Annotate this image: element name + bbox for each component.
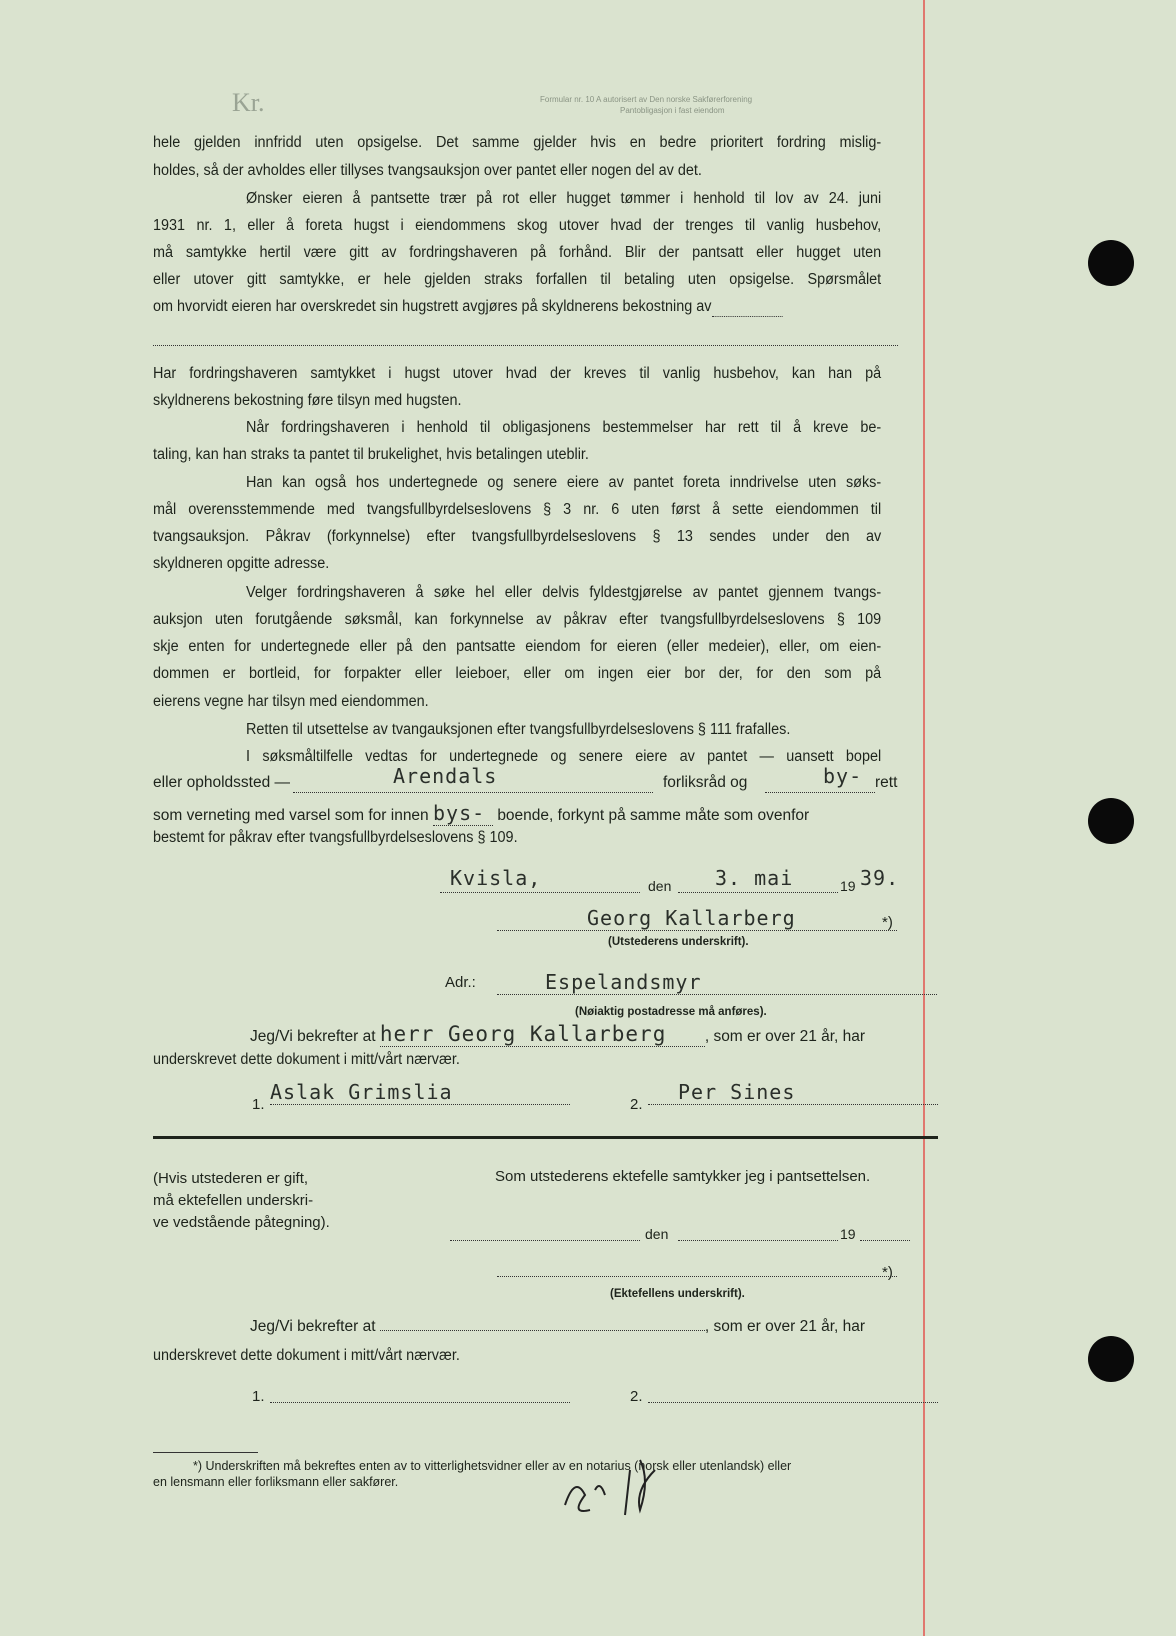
text-line: Har fordringshaveren samtykket i hugst utover hvad der kreves til vanlig husbehov, kan han på: [153, 365, 882, 382]
margin-line: [923, 0, 925, 1636]
form-note: Formular nr. 10 A autorisert av Den norske Sakførerforening Pantobligasjon i fast eiendom: [540, 95, 753, 115]
witness-2: Per Sines: [648, 1080, 938, 1105]
initials-scribble: [555, 1450, 685, 1520]
punch-hole: [1088, 798, 1134, 844]
text-line: Ønsker eieren å pantsette trær på rot eller hugget tømmer i henhold til lov av 24. juni: [246, 190, 882, 207]
text-line: skyldneren opgitte adresse.: [153, 555, 330, 572]
text-line: må samtykke hertil være gitt av fordringshaveren på forhånd. Blir der pantsatt eller hugget uten: [153, 244, 882, 261]
signature-name: Georg Kallarberg: [587, 906, 796, 930]
text-line: Retten til utsettelse av tvangauksjonen efter tvangsfullbyrdelseslovens § 111 frafalles.: [246, 721, 791, 738]
spouse-consent: Som utstederens ektefelle samtykker jeg i pantsettelsen.: [495, 1168, 871, 1185]
date-place: Kvisla,: [450, 866, 542, 890]
witness-subject: herr Georg Kallarberg: [380, 1022, 705, 1047]
punch-hole: [1088, 240, 1134, 286]
text-line: 1931 nr. 1, eller å foreta hugst i eiendommens skog utover hvad der trenges til vanlig husbehov,: [153, 217, 882, 234]
date-line: Kvisla, den 3. mai 19 39.: [440, 866, 940, 896]
text-line: om hvorvidt eieren har overskredet sin hugstrett avgjøres på skyldnerens bekostning av: [153, 297, 881, 317]
text-line: bestemt for påkrav efter tvangsfullbyrdelseslovens § 109.: [153, 829, 518, 846]
venue-by: by-: [823, 764, 863, 788]
address-caption: (Nøiaktig postadresse må anføres).: [575, 1006, 767, 1018]
blank-line: [153, 345, 898, 346]
spouse-caption: (Ektefellens underskrift).: [610, 1288, 745, 1300]
footnote: *) Underskriften må bekreftes enten av to vitterlighetsvidner eller av en notarius (norsk eller utenlandsk) eller en lensmann eller forliksmann eller sakfører.: [153, 1459, 792, 1489]
address-label: Adr.:: [445, 974, 476, 991]
text-line: hele gjelden innfridd uten opsigelse. Det samme gjelder hvis en bedre prioritert fordring mislig-: [153, 134, 882, 151]
text-line: Velger fordringshaveren å søke hel eller delvis fyldestgjørelse av pantet gjennem tvangs-: [246, 584, 882, 601]
text-line: eierens vegne har tilsyn med eiendommen.: [153, 693, 429, 710]
text-line: eller utover gitt samtykke, er hele gjelden straks forfallen til betaling uten opsigelse. Spørsmålet: [153, 271, 882, 288]
venue-line: eller opholdssted — Arendals forliksråd og by- rett: [153, 764, 898, 791]
signature-line: Georg Kallarberg *): [497, 906, 897, 931]
text-line: tvangsauksjon. Påkrav (forkynnelse) efter tvangsfullbyrdelseslovens § 13 sendes under den av: [153, 528, 882, 545]
text-line: dommen er bortleid, for forpakter eller leieboer, eller om ingen eier bor der, for den som på: [153, 665, 882, 682]
text-line: underskrevet dette dokument i mitt/vårt nærvær.: [153, 1347, 460, 1364]
footnote-rule: [153, 1452, 258, 1453]
venue-place: Arendals: [393, 764, 498, 788]
date-day: 3. mai: [715, 866, 794, 890]
text-line: mål overensstemmende med tvangsfullbyrdelseslovens § 3 nr. 6 uten først å sette eiendommen til: [153, 501, 882, 518]
text-line: holdes, så der avholdes eller tillyses tvangsauksjon over pantet eller nogen del av det.: [153, 162, 702, 179]
witness-1: Aslak Grimslia: [270, 1080, 570, 1105]
address-field: Espelandsmyr: [497, 970, 937, 995]
spouse-note: (Hvis utstederen er gift, må ektefellen underskri- ve vedstående påtegning).: [153, 1170, 330, 1231]
kr-label: Kr.: [232, 88, 265, 117]
text-line: auksjon uten forutgående søksmål, kan forkynnelse av påkrav efter tvangsfullbyrdelseslovens § 109: [153, 611, 882, 628]
text-line: I søksmåltilfelle vedtas for undertegnede og senere eiere av pantet — uansett bopel: [246, 748, 882, 765]
punch-hole: [1088, 1336, 1134, 1382]
spouse-date: den 19: [450, 1224, 940, 1246]
text-line: underskrevet dette dokument i mitt/vårt nærvær.: [153, 1051, 460, 1068]
text-line: taling, kan han straks ta pantet til brukelighet, hvis betalingen uteblir.: [153, 446, 589, 463]
text-line: skyldnerens bekostning føre tilsyn med hugsten.: [153, 392, 462, 409]
spouse-signature-line: *): [497, 1276, 897, 1277]
section-rule: [153, 1136, 938, 1139]
text-line: Når fordringshaveren i henhold til obligasjonens bestemmelser har rett til å kreve be-: [246, 419, 882, 436]
signature-caption: (Utstederens underskrift).: [608, 936, 749, 948]
document-page: Formular nr. 10 A autorisert av Den norske Sakførerforening Pantobligasjon i fast eiendom Kr. hele gjelden innfridd uten opsigelse. Det samme gjelder hvis en bedre prioritert fordring mislig- holdes, så der avholdes eller tillyses tvangsauksjon over pantet eller nogen del av det. Ønsker eieren å pantsette trær på rot eller hugget tømmer i henhold til lov av 24. juni 1931 nr. 1, eller å foreta hugst i eiendommens skog utover hvad der trenges til vanlig husbehov, må samtykke hertil være gitt av fordringshaveren på forhånd. Blir der pantsatt eller hugget uten eller utover gitt samtykke, er hele gjelden straks forfallen til betaling uten opsigelse. Spørsmålet om hvorvidt eieren har overskredet sin hugstrett avgjøres på skyldnerens bekostning av Har fordringshaveren samtykket i hugst utover hvad der kreves til vanlig husbehov, kan han på skyldnerens bekostning føre tilsyn med hugsten. Når fordringshaveren i henhold til obligasjonens bestemmelser har rett til å kreve be- taling, kan han straks ta pantet til brukelighet, hvis betalingen uteblir. Han kan også hos undertegnede og senere eiere av pantet foreta inndrivelse uten søks- mål overensstemmende med tvangsfullbyrdelseslovens § 3 nr. 6 uten først å sette eiendommen til tvangsauksjon. Påkrav (forkynnelse) efter tvangsfullbyrdelseslovens § 13 sendes under den av skyldneren opgitte adresse. Velger fordringshaveren å søke hel eller delvis fyldestgjørelse av pantet gjennem tvangs- auksjon uten forutgående søksmål, kan forkynnelse av påkrav efter tvangsfullbyrdelseslovens § 109 skje enten for undertegnede eller på den pantsatte eiendom for eieren (eller medeier), eller, om eien- dommen er bortleid, for forpakter eller leieboer, eller om ingen eier bor der, for den som på eierens vegne har tilsyn med eiendommen. Retten til utsettelse av tvangauksjonen efter tvangsfullbyrdelseslovens § 111 frafalles. I søksmåltilfelle vedtas for undertegnede og senere eiere av pantet — uansett bopel eller opholdssted — Arendals forliksråd og by- rett som verneting med varsel som for innen bys- boende, forkynt på samme måte som ovenfor bestemt for påkrav efter tvangsfullbyrdelseslovens § 109. Kvisla, den 3. mai 19 39. Georg Kallarberg *) (Utstederens underskrift). Adr.: Espelandsmyr (Nøiaktig postadresse må anføres). Jeg/Vi bekrefter at herr Georg Kallarberg , som er over 21 år, har underskrevet dette dokument i mitt/vårt nærvær. 1. Aslak Grimslia 2. Per Sines (Hvis utstederen er gift, må ektefellen underskri- ve vedstående påtegning). Som utstederens ektefelle samtykker jeg i pantsettelsen. den 19 *) (Ektefellens underskrift). Jeg/Vi bekrefter at , som er over 21 år, har underskrevet dette dokument i mitt/vårt nærvær. 1. 2. *) Underskriften må bekreftes enten av to vitterlighetsvidner eller av en notarius (norsk eller utenlandsk) eller en lensmann eller forliksmann eller sakfører.: [0, 0, 1176, 1636]
venue-line-2: som verneting med varsel som for innen bys- boende, forkynt på samme måte som ovenfor: [153, 801, 810, 825]
confirm-line: Jeg/Vi bekrefter at , som er over 21 år, har: [250, 1318, 866, 1335]
text-line: Han kan også hos undertegnede og senere eiere av pantet foreta inndrivelse uten søks-: [246, 474, 882, 491]
date-year: 39.: [860, 866, 900, 890]
witness-line: Jeg/Vi bekrefter at herr Georg Kallarberg , som er over 21 år, har: [250, 1022, 866, 1046]
text-line: skje enten for undertegnede eller på den pantsatte eiendom for eieren (eller medeier), eller, om eien-: [153, 638, 882, 655]
